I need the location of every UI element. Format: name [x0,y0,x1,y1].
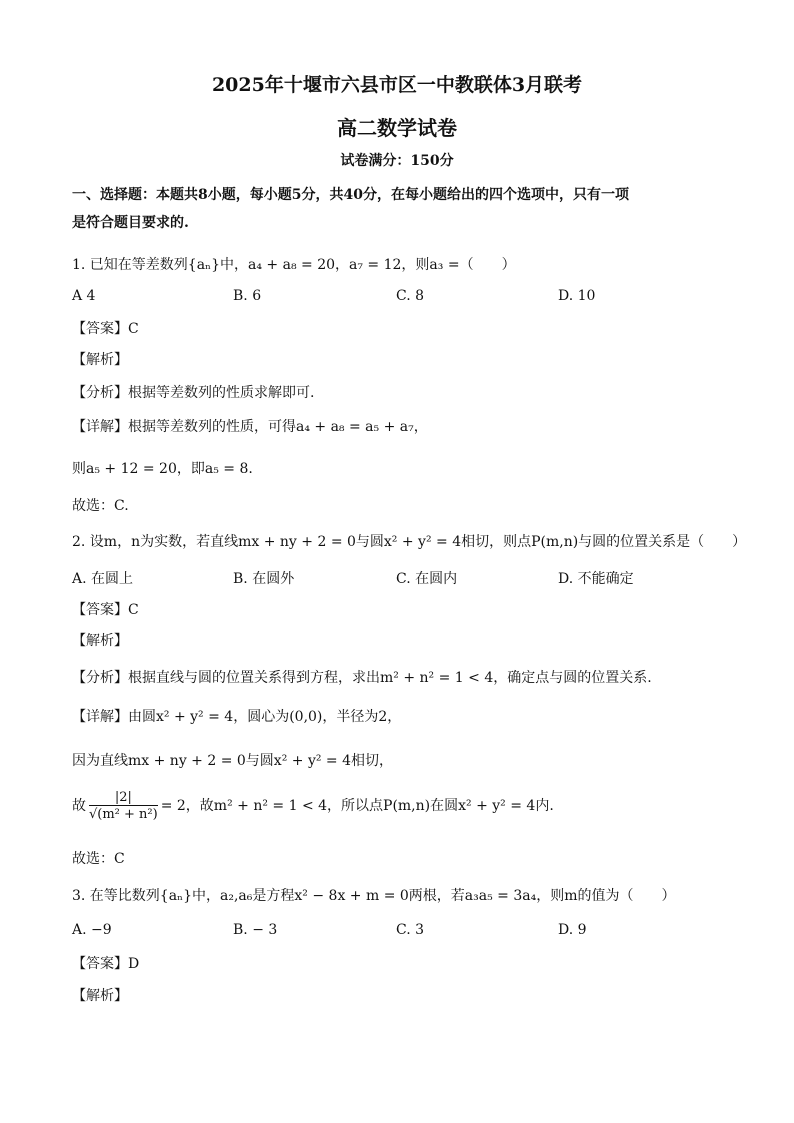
q1-option-a: A 4 [72,288,96,304]
q3-option-d: D. 9 [558,922,587,938]
q3-option-c: C. 3 [396,922,425,938]
q2-option-c: C. 在圆内 [396,571,458,587]
section-heading-line1: 一、选择题：本题共8小题，每小题5分，共40分，在每小题给出的四个选项中，只有一项 [72,187,629,203]
q3-stem: 3. 在等比数列{aₙ}中，a₂,a₆是方程x² − 8x + m = 0两根，若a₃a₅ = 3a₄，则m的值为（ ） [72,888,676,904]
exam-title: 2025年十堰市六县市区一中教联体3月联考 [211,74,583,96]
exam-score: 试卷满分：150分 [340,153,454,169]
q1-answer: 【答案】C [72,321,139,337]
q2-choose: 故选：C [72,851,125,867]
q1-detail: 【详解】根据等差数列的性质，可得a₄ + a₈ = a₅ + a₇， [72,419,428,435]
q1-option-b: B. 6 [233,288,262,304]
q2-step2-prefix: 故 [72,798,86,814]
q2-fraction [89,790,158,822]
q1-fenxi: 【分析】根据等差数列的性质求解即可. [72,385,315,401]
q2-option-d: D. 不能确定 [558,571,634,587]
q3-option-a: A. −9 [72,922,112,938]
q2-step2 [72,790,554,822]
q1-choose: 故选：C. [72,498,129,514]
q1-stem: 1. 已知在等差数列{aₙ}中，a₄ + a₈ = 20，a₇ = 12，则a₃ =（ ） [72,257,516,273]
q2-step1: 因为直线mx + ny + 2 = 0与圆x² + y² = 4相切， [72,753,394,769]
q1-option-c: C. 8 [396,288,425,304]
q2-detail: 【详解】由圆x² + y² = 4，圆心为(0,0)，半径为2， [72,709,402,725]
q1-analysis: 【解析】 [72,352,128,368]
q2-analysis: 【解析】 [72,633,128,649]
q2-fraction-numerator: |2| [89,790,158,806]
q3-answer: 【答案】D [72,956,140,972]
q2-stem: 2. 设m，n为实数，若直线mx + ny + 2 = 0与圆x² + y² = 4相切，则点P(m,n)与圆的位置关系是（ ） [72,534,747,550]
q2-fenxi: 【分析】根据直线与圆的位置关系得到方程，求出m² + n² = 1 < 4，确定点与圆的位置关系. [72,670,652,686]
exam-subtitle: 高二数学试卷 [337,116,457,140]
q1-option-d: D. 10 [558,288,596,304]
q2-answer: 【答案】C [72,602,139,618]
q3-analysis: 【解析】 [72,988,128,1004]
q2-step2-suffix: = 2，故m² + n² = 1 < 4，所以点P(m,n)在圆x² + y² = 4内. [160,798,554,814]
q2-fraction-denominator: √(m² + n²) [89,807,158,822]
q1-step: 则a₅ + 12 = 20，即a₅ = 8. [72,461,253,477]
q2-option-b: B. 在圆外 [233,571,295,587]
section-heading-line2: 是符合题目要求的. [72,215,189,231]
q2-option-a: A. 在圆上 [72,571,134,587]
q3-option-b: B. − 3 [233,922,278,938]
